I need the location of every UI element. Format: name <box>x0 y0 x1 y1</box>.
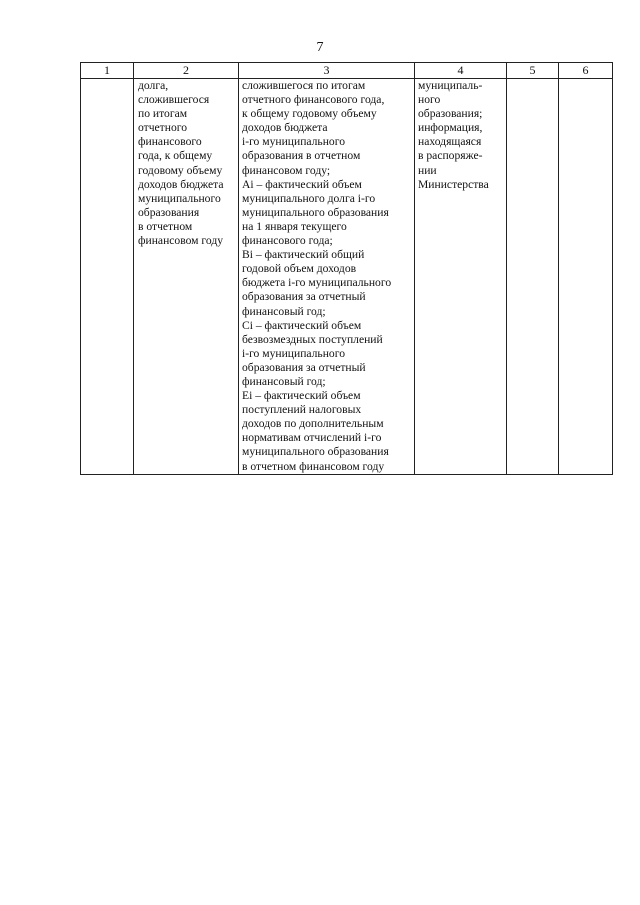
column-header-3: 3 <box>239 63 415 79</box>
document-table <box>80 62 613 475</box>
table-cell-5 <box>507 79 559 475</box>
column-header-1: 1 <box>81 63 134 79</box>
table-cell-3 <box>239 79 415 475</box>
column-header-4: 4 <box>415 63 507 79</box>
table-cell-4 <box>415 79 507 475</box>
column-header-5: 5 <box>507 63 559 79</box>
table-cell-6 <box>559 79 613 475</box>
cell-text-col4: муниципаль- ного образования; информация, находящаяся в распоряже- нии Министерства <box>418 79 489 191</box>
table-header-row <box>81 63 613 79</box>
table-cell-2 <box>134 79 239 475</box>
column-header-2: 2 <box>134 63 239 79</box>
table-cell-1 <box>81 79 134 475</box>
cell-text-col3: сложившегося по итогам отчетного финансового года, к общему годовому объему доходов бюджета i-го муниципального образования в отчетном финансовом году; Ai – фактический объем муниципального долга i-го муниципального образования на 1 января текущего финансового года; Bi – фактический общий годовой объем доходов бюджета i-го муниципального образования за отчетный финансовый год; Ci – фактический объем безвозмездных поступлений i-го муниципального образования за отчетный финансовый год; Ei – фактический объем поступлений налоговых доходов по дополнительным нормативам отчислений i-го муниципального образования в отчетном финансовом году <box>242 79 392 473</box>
page-number: 7 <box>316 40 324 55</box>
column-header-6: 6 <box>559 63 613 79</box>
table-row <box>81 79 613 475</box>
cell-text-col2: долга, сложившегося по итогам отчетного финансового года, к общему годовому объему доходов бюджета муниципального образования в отчетном финансовом году <box>138 79 224 248</box>
